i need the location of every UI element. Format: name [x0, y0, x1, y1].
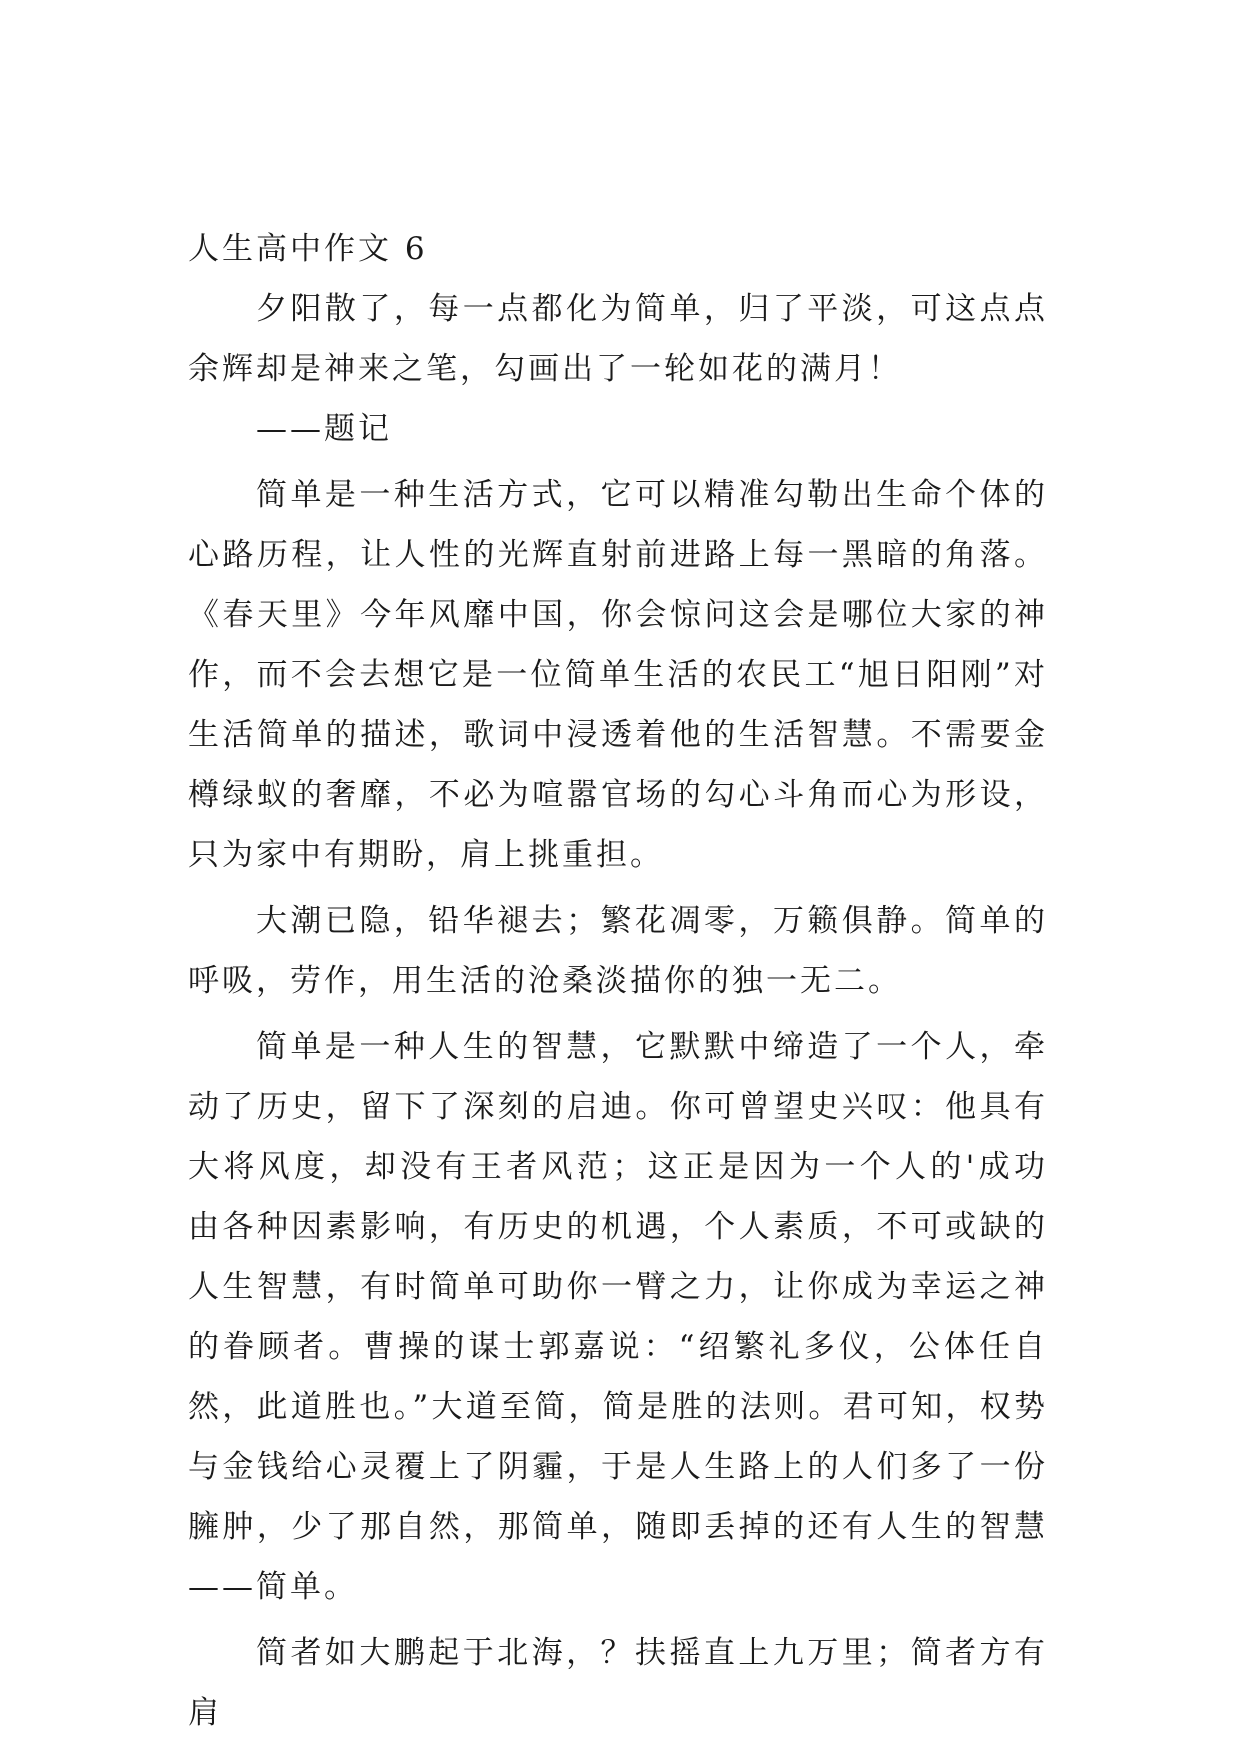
paragraph-1: 简单是一种生活方式，它可以精准勾勒出生命个体的心路历程，让人性的光辉直射前进路上每一黑暗的角落。《春天里》今年风靡中国，你会惊问这会是哪位大家的神作，而不会去想它是一位简单生活的农民工“旭日阳刚”对生活简单的描述，歌词中浸透着他的生活智慧。不需要金樽绿蚁的奢靡，不必为喧嚣官场的勾心斗角而心为形设，只为家中有期盼，肩上挑重担。 [188, 477, 1048, 873]
epigraph: 夕阳散了，每一点都化为简单，归了平淡，可这点点余辉却是神来之笔，勾画出了一轮如花的满月！ [188, 291, 1048, 387]
paragraph-2: 大潮已隐，铅华褪去；繁花凋零，万籁俱静。简单的呼吸，劳作，用生活的沧桑淡描你的独一无二。 [188, 903, 1048, 999]
epigraph-source: ——题记 [256, 411, 392, 447]
paragraph-3: 简单是一种人生的智慧，它默默中缔造了一个人，牵动了历史，留下了深刻的启迪。你可曾望史兴叹：他具有大将风度，却没有王者风范；这正是因为一个人的'成功由各种因素影响，有历史的机遇，个人素质，不可或缺的人生智慧，有时简单可助你一臂之力，让你成为幸运之神的眷顾者。曹操的谋士郭嘉说：“绍繁礼多仪，公体任自然，此道胜也。”大道至简，简是胜的法则。君可知，权势与金钱给心灵覆上了阴霾，于是人生路上的人们多了一份臃肿，少了那自然，那简单，随即丢掉的还有人生的智慧——简单。 [188, 1029, 1048, 1605]
document-title: 人生高中作文 6 [188, 231, 428, 267]
document-body [188, 219, 1048, 1743]
paragraph-4: 简者如大鹏起于北海，？扶摇直上九万里；简者方有肩 [188, 1635, 1048, 1731]
